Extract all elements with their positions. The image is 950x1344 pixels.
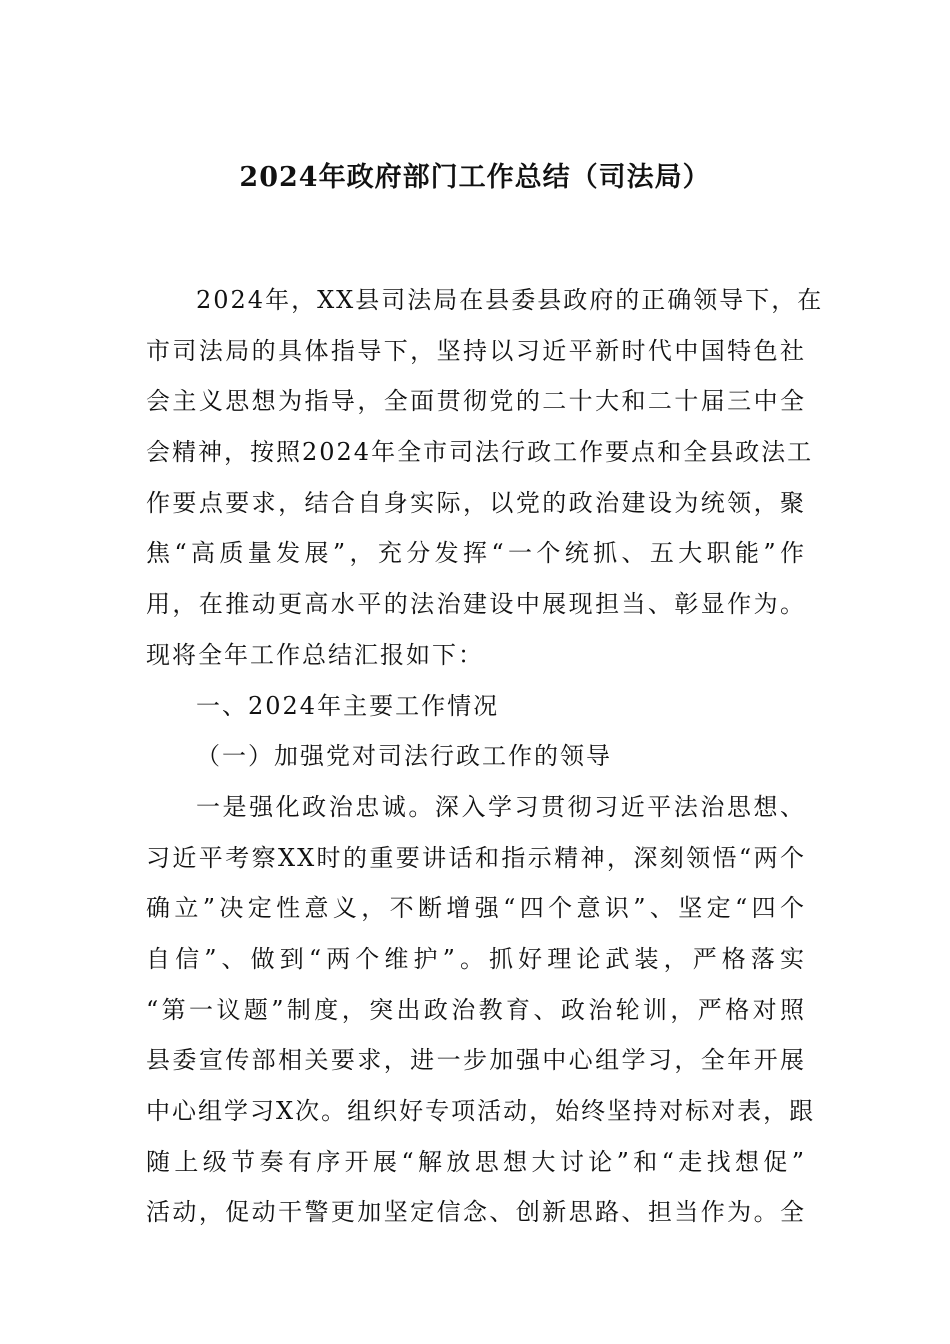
paragraph-line: 活动，促动干警更加坚定信念、创新思路、担当作为。全 bbox=[146, 1198, 806, 1227]
subsection-heading: （一）加强党对司法行政工作的领导 bbox=[196, 742, 612, 771]
paragraph-line: 用，在推动更高水平的法治建设中展现担当、彰显作为。 bbox=[146, 590, 806, 619]
paragraph-line: 确立”决定性意义，不断增强“四个意识”、坚定“四个 bbox=[146, 894, 806, 923]
paragraph-line: 中心组学习X次。组织好专项活动，始终坚持对标对表，跟 bbox=[146, 1097, 816, 1125]
section-heading: 一、2024年主要工作情况 bbox=[196, 691, 500, 720]
paragraph-line: 一是强化政治忠诚。深入学习贯彻习近平法治思想、 bbox=[196, 792, 806, 821]
paragraph-line: 现将全年工作总结汇报如下： bbox=[146, 640, 484, 669]
paragraph-line: 随上级节奏有序开展“解放思想大讨论”和“走找想促” bbox=[146, 1147, 806, 1176]
paragraph-line: 焦“高质量发展”，充分发挥“一个统抓、五大职能”作 bbox=[146, 539, 806, 568]
paragraph-line: 会精神，按照2024年全市司法行政工作要点和全县政法工 bbox=[146, 438, 814, 467]
paragraph-line: “第一议题”制度，突出政治教育、政治轮训，严格对照 bbox=[146, 995, 806, 1024]
paragraph-line: 市司法局的具体指导下，坚持以习近平新时代中国特色社 bbox=[146, 336, 806, 365]
document-title: 2024年政府部门工作总结（司法局） bbox=[239, 162, 711, 193]
paragraph-line: 县委宣传部相关要求，进一步加强中心组学习，全年开展 bbox=[146, 1046, 806, 1075]
paragraph-line: 2024年，XX县司法局在县委县政府的正确领导下，在 bbox=[196, 286, 824, 314]
paragraph-line: 会主义思想为指导，全面贯彻党的二十大和二十届三中全 bbox=[146, 387, 806, 416]
paragraph-line: 习近平考察XX时的重要讲话和指示精神，深刻领悟“两个 bbox=[146, 843, 806, 872]
paragraph-line: 作要点要求，结合自身实际，以党的政治建设为统领，聚 bbox=[146, 488, 806, 517]
paragraph-line: 自信”、做到“两个维护”。抓好理论武装，严格落实 bbox=[146, 944, 806, 973]
document-body bbox=[146, 275, 824, 1238]
